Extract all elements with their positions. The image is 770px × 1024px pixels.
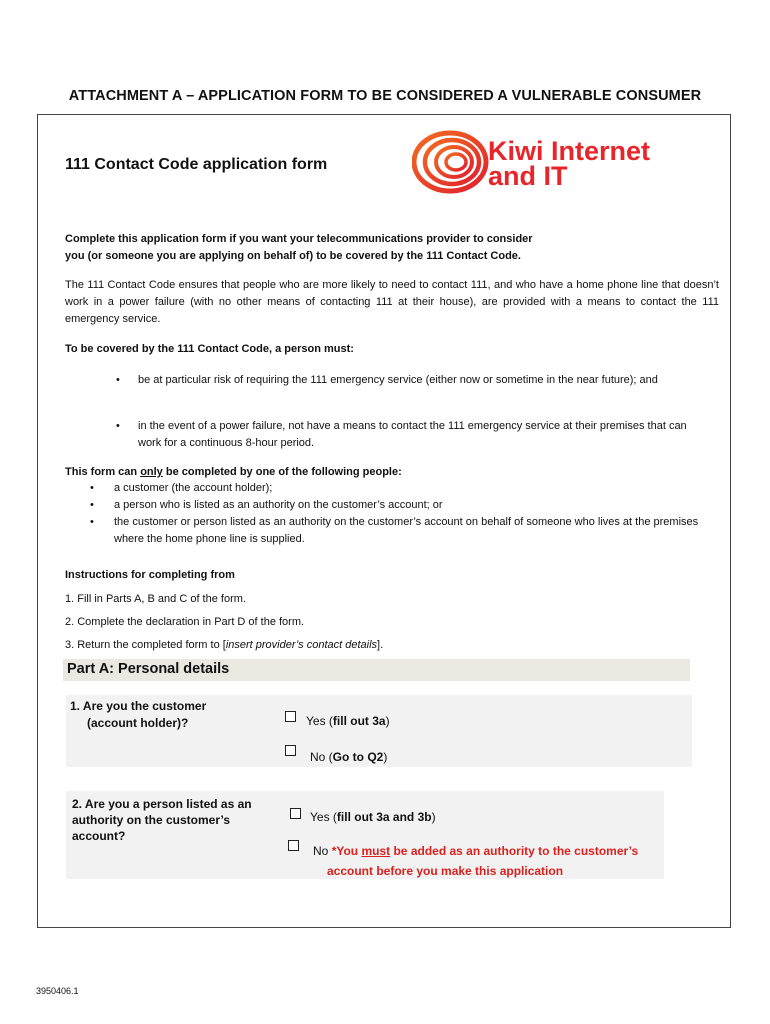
list-item (90, 497, 700, 514)
q1-yes-pre: Yes ( (306, 714, 333, 728)
q2-yes-pre: Yes ( (310, 810, 337, 824)
q1-no-bold: Go to Q2 (332, 750, 384, 764)
step3-em: insert provider’s contact details (225, 639, 378, 651)
q2-yes-checkbox[interactable] (290, 808, 301, 819)
step3-pre: 3. Return the completed form to [ (65, 639, 226, 651)
attachment-title: ATTACHMENT A – APPLICATION FORM TO BE CONSIDERED A VULNERABLE CONSUMER (68, 88, 702, 104)
intro-text: Complete this application form if you want your telecommunications provider to consider you (or someone you are applying on behalf of) to be covered by the 111 Contact Code. (65, 233, 533, 262)
q1-yes-label (306, 713, 390, 730)
list-item-text: the customer or person listed as an authority on the customer’s account on behalf of someone who lives at the premises where the home phone line is supplied. (114, 516, 699, 545)
q2-no-warning-post: be added as an authority to the customer’s (390, 844, 639, 858)
document-id: 3950406.1 (36, 986, 79, 996)
list-item-text: a customer (the account holder); (114, 482, 273, 494)
bullet-icon: • (116, 374, 120, 386)
step3-post: ]. (377, 639, 384, 651)
q2-no-warning-line2: account before you make this application (327, 864, 564, 878)
criteria-item (116, 418, 696, 452)
swirl-logo-icon (412, 130, 712, 194)
q1-no-label (310, 749, 387, 766)
instruction-step: 1. Fill in Parts A, B and C of the form. (65, 593, 246, 605)
eligible-heading-emph: only (140, 466, 163, 478)
q1-yes-checkbox[interactable] (285, 711, 296, 722)
logo-line2: and IT (488, 161, 568, 191)
list-item-text: a person who is listed as an authority on the customer’s account; or (114, 499, 443, 511)
eligible-heading-pre: This form can (65, 466, 141, 478)
question-1-label (70, 698, 206, 732)
form-title: 111 Contact Code application form (65, 156, 328, 173)
q2-no-label (313, 843, 638, 860)
criteria-item (116, 372, 696, 389)
q1-no-pre: No ( (310, 750, 333, 764)
q1-yes-post: ) (385, 714, 390, 728)
q2-no-text: No (313, 844, 332, 858)
q1-no-post: ) (383, 750, 388, 764)
criteria-heading: To be covered by the 111 Contact Code, a person must: (65, 343, 354, 355)
q2-no-warning-emph: must (361, 844, 391, 858)
instruction-step: 2. Complete the declaration in Part D of the form. (65, 616, 305, 628)
q2-yes-bold: fill out 3a and 3b (336, 810, 432, 824)
eligible-list (90, 480, 700, 548)
criteria-item-text: in the event of a power failure, not have a means to contact the 111 emergency service at their premises that can work for a continuous 8-hour period. (138, 420, 687, 449)
bullet-icon: • (90, 499, 94, 511)
question-1-line1: 1. Are you the customer (70, 699, 207, 713)
part-a-title: Part A: Personal details (67, 661, 230, 677)
q2-no-checkbox[interactable] (288, 840, 299, 851)
eligible-heading-post: be completed by one of the following people: (162, 466, 402, 478)
list-item (90, 480, 700, 497)
list-item (90, 514, 700, 548)
bullet-icon: • (90, 482, 94, 494)
q1-yes-bold: fill out 3a (332, 714, 386, 728)
logo-line1: Kiwi Internet (488, 136, 651, 166)
description-text: The 111 Contact Code ensures that people who are more likely to need to contact 111, and who have a home phone line that doesn’t work in a power failure (with no other means of contacting 111 at their house), are provided with a means to contact the 111 emergency service. (65, 279, 719, 325)
bullet-icon: • (90, 516, 94, 528)
eligible-heading (65, 464, 402, 481)
bullet-icon: • (116, 420, 120, 432)
q2-no-warning-pre: *You (331, 844, 362, 858)
q1-no-checkbox[interactable] (285, 745, 296, 756)
instruction-step (65, 637, 383, 654)
kiwi-internet-logo (412, 130, 712, 194)
question-2-label: 2. Are you a person listed as an authority on the customer’s account? (72, 797, 252, 843)
q2-yes-label (310, 809, 436, 826)
q2-yes-post: ) (431, 810, 436, 824)
criteria-item-text: be at particular risk of requiring the 111 emergency service (either now or sometime in the near future); and (138, 374, 658, 386)
question-1-line2: (account holder)? (87, 716, 189, 730)
instructions-heading: Instructions for completing from (65, 569, 235, 581)
